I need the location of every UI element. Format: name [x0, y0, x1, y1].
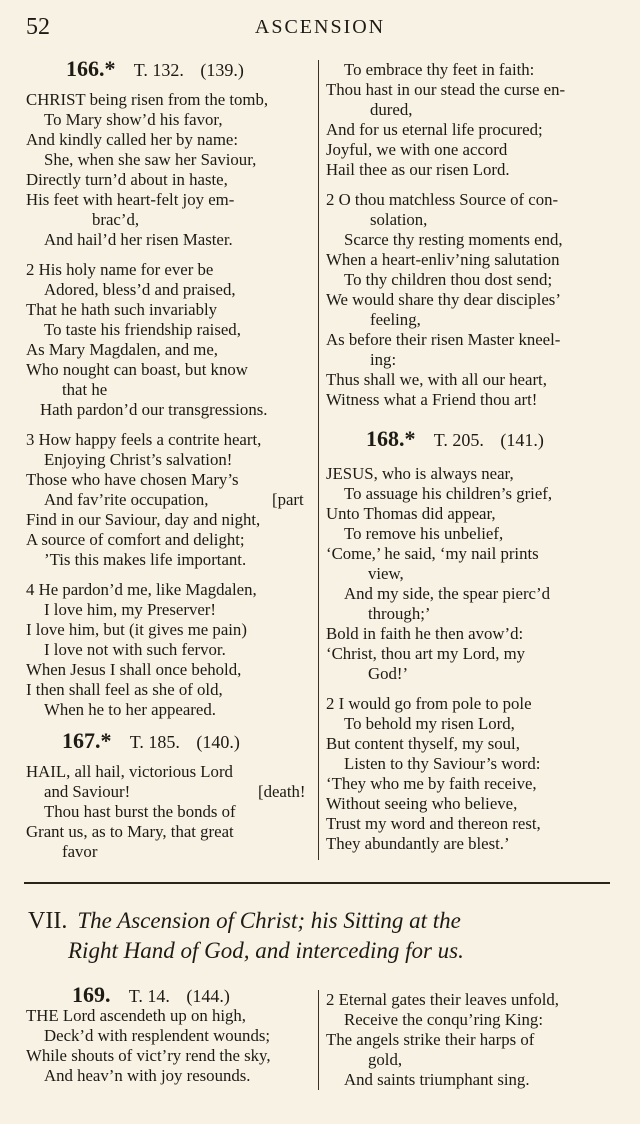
- verse-line: Unto Thomas did appear,: [326, 504, 496, 523]
- verse-line: Thus shall we, with all our heart,: [326, 370, 547, 389]
- verse-line: Find in our Saviour, day and night,: [26, 510, 261, 529]
- verse-line: 3 How happy feels a contrite heart,: [26, 430, 262, 449]
- hymn-167-header: [62, 728, 240, 754]
- verse-line: When Jesus I shall once behold,: [26, 660, 242, 679]
- verse-line: gold,: [368, 1050, 403, 1069]
- verse-line: While shouts of vict’ry rend the sky,: [26, 1046, 271, 1065]
- verse-line: Without seeing who believe,: [326, 794, 518, 813]
- verse-line: They abundantly are blest.’: [326, 834, 510, 853]
- verse-line: I love him, but (it gives me pain): [26, 620, 247, 639]
- verse-line: dured,: [370, 100, 413, 119]
- verse-line: Thou hast burst the bonds of: [44, 802, 236, 821]
- hymn-168-header: [366, 426, 544, 452]
- verse-line: Scarce thy resting moments end,: [344, 230, 563, 249]
- verse-line: As Mary Magdalen, and me,: [26, 340, 219, 359]
- verse-line: through;’: [368, 604, 431, 623]
- verse-line: Thou hast in our stead the curse en-: [326, 80, 566, 99]
- verse-line: that he: [62, 380, 108, 399]
- verse-line: To remove his unbelief,: [344, 524, 504, 543]
- running-head: ASCENSION: [254, 16, 386, 38]
- verse-line: Joyful, we with one accord: [326, 140, 508, 159]
- verse-line: 2 O thou matchless Source of con-: [326, 190, 559, 209]
- page-number: 52: [26, 14, 50, 40]
- verse-line: Hail thee as our risen Lord.: [326, 160, 510, 179]
- verse-line: Bold in faith he then avow’d:: [326, 624, 524, 643]
- verse-line: To taste his friendship raised,: [44, 320, 241, 339]
- verse-line: solation,: [370, 210, 428, 229]
- verse-line: Adored, bless’d and praised,: [44, 280, 236, 299]
- verse-line: And saints triumphant sing.: [344, 1070, 530, 1089]
- verse-line: ing:: [370, 350, 397, 369]
- verse-line: And heav’n with joy resounds.: [44, 1066, 251, 1085]
- verse-line: I love him, my Preserver!: [44, 600, 216, 619]
- verse-line: As before their risen Master kneel-: [326, 330, 561, 349]
- hymn-ref: (141.): [500, 430, 544, 450]
- verse-line: To behold my risen Lord,: [344, 714, 515, 733]
- verse-line: When he to her appeared.: [44, 700, 216, 719]
- verse-line: [part: [272, 490, 304, 509]
- verse-line: Trust my word and thereon rest,: [326, 814, 541, 833]
- verse-line: And my side, the spear pierc’d: [344, 584, 550, 603]
- hymn-number: 169.: [72, 982, 111, 1007]
- verse-line: ’Tis this makes life important.: [44, 550, 247, 569]
- verse-line: Those who have chosen Mary’s: [26, 470, 239, 489]
- tune-ref: T. 14.: [128, 986, 170, 1006]
- verse-line: To Mary show’d his favor,: [44, 110, 223, 129]
- verse-line: ‘Come,’ he said, ‘my nail prints: [326, 544, 539, 563]
- section-divider: [24, 882, 610, 884]
- verse-line: 4 He pardon’d me, like Magdalen,: [26, 580, 257, 599]
- verse-line: The angels strike their harps of: [326, 1030, 535, 1049]
- section-heading: [28, 906, 618, 966]
- verse-line: We would share thy dear disciples’: [326, 290, 561, 309]
- hymn-169-header: [72, 982, 230, 1008]
- verse-line: To embrace thy feet in faith:: [344, 60, 535, 79]
- verse-line: She, when she saw her Saviour,: [44, 150, 257, 169]
- verse-line: That he hath such invariably: [26, 300, 218, 319]
- hymn-number: 168.*: [366, 426, 416, 451]
- verse-line: Grant us, as to Mary, that great: [26, 822, 234, 841]
- hymn-ref: (144.): [186, 986, 230, 1006]
- verse-line: JESUS, who is always near,: [326, 464, 514, 483]
- verse-line: [death!: [258, 782, 306, 801]
- verse-line: HAIL, all hail, victorious Lord: [26, 762, 233, 781]
- verse-line: God!’: [368, 664, 409, 683]
- verse-line: I love not with such fervor.: [44, 640, 226, 659]
- verse-line: THE Lord ascendeth up on high,: [26, 1006, 246, 1025]
- section-title-line1: The Ascension of Christ; his Sitting at the: [77, 908, 461, 933]
- section-title-line2: Right Hand of God, and interceding for us.: [68, 938, 464, 963]
- verse-line: Hath pardon’d our transgressions.: [40, 400, 268, 419]
- hymn-number: 166.*: [66, 56, 116, 81]
- verse-line: Enjoying Christ’s salvation!: [44, 450, 233, 469]
- verse-line: ‘They who me by faith receive,: [326, 774, 537, 793]
- verse-line: To assuage his children’s grief,: [344, 484, 553, 503]
- tune-ref: T. 132.: [133, 60, 184, 80]
- hymn-ref: (140.): [196, 732, 240, 752]
- verse-line: Directly turn’d about in haste,: [26, 170, 228, 189]
- hymn-166-header: [66, 56, 244, 82]
- verse-line: And fav’rite occupation,: [44, 490, 209, 509]
- verse-line: And for us eternal life procured;: [326, 120, 543, 139]
- tune-ref: T. 185.: [129, 732, 180, 752]
- verse-line: favor: [62, 842, 98, 861]
- verse-line: A source of comfort and delight;: [26, 530, 245, 549]
- verse-line: His feet with heart-felt joy em-: [26, 190, 235, 209]
- verse-line: To thy children thou dost send;: [344, 270, 553, 289]
- verse-line: And kindly called her by name:: [26, 130, 239, 149]
- verse-line: CHRIST being risen from the tomb,: [26, 90, 269, 109]
- verse-line: feeling,: [370, 310, 421, 329]
- verse-line: Receive the conqu’ring King:: [344, 1010, 543, 1029]
- section-numeral: VII.: [28, 908, 68, 934]
- tune-ref: T. 205.: [433, 430, 484, 450]
- verse-line: 2 I would go from pole to pole: [326, 694, 532, 713]
- hymn-ref: (139.): [200, 60, 244, 80]
- verse-line: ‘Christ, thou art my Lord, my: [326, 644, 526, 663]
- verse-line: When a heart-enliv’ning salutation: [326, 250, 560, 269]
- verse-line: brac’d,: [92, 210, 140, 229]
- verse-line: Listen to thy Saviour’s word:: [344, 754, 541, 773]
- verse-line: view,: [368, 564, 404, 583]
- verse-line: and Saviour!: [44, 782, 131, 801]
- verse-line: And hail’d her risen Master.: [44, 230, 233, 249]
- verse-line: But content thyself, my soul,: [326, 734, 520, 753]
- verse-line: 2 Eternal gates their leaves unfold,: [326, 990, 559, 1009]
- verse-line: I then shall feel as she of old,: [26, 680, 223, 699]
- hymn-number: 167.*: [62, 728, 112, 753]
- verse-line: Deck’d with resplendent wounds;: [44, 1026, 271, 1045]
- verse-line: Witness what a Friend thou art!: [326, 390, 538, 409]
- verse-line: 2 His holy name for ever be: [26, 260, 214, 279]
- column-divider-upper: [318, 60, 319, 860]
- verse-line: Who nought can boast, but know: [26, 360, 248, 379]
- column-divider-lower: [318, 990, 319, 1090]
